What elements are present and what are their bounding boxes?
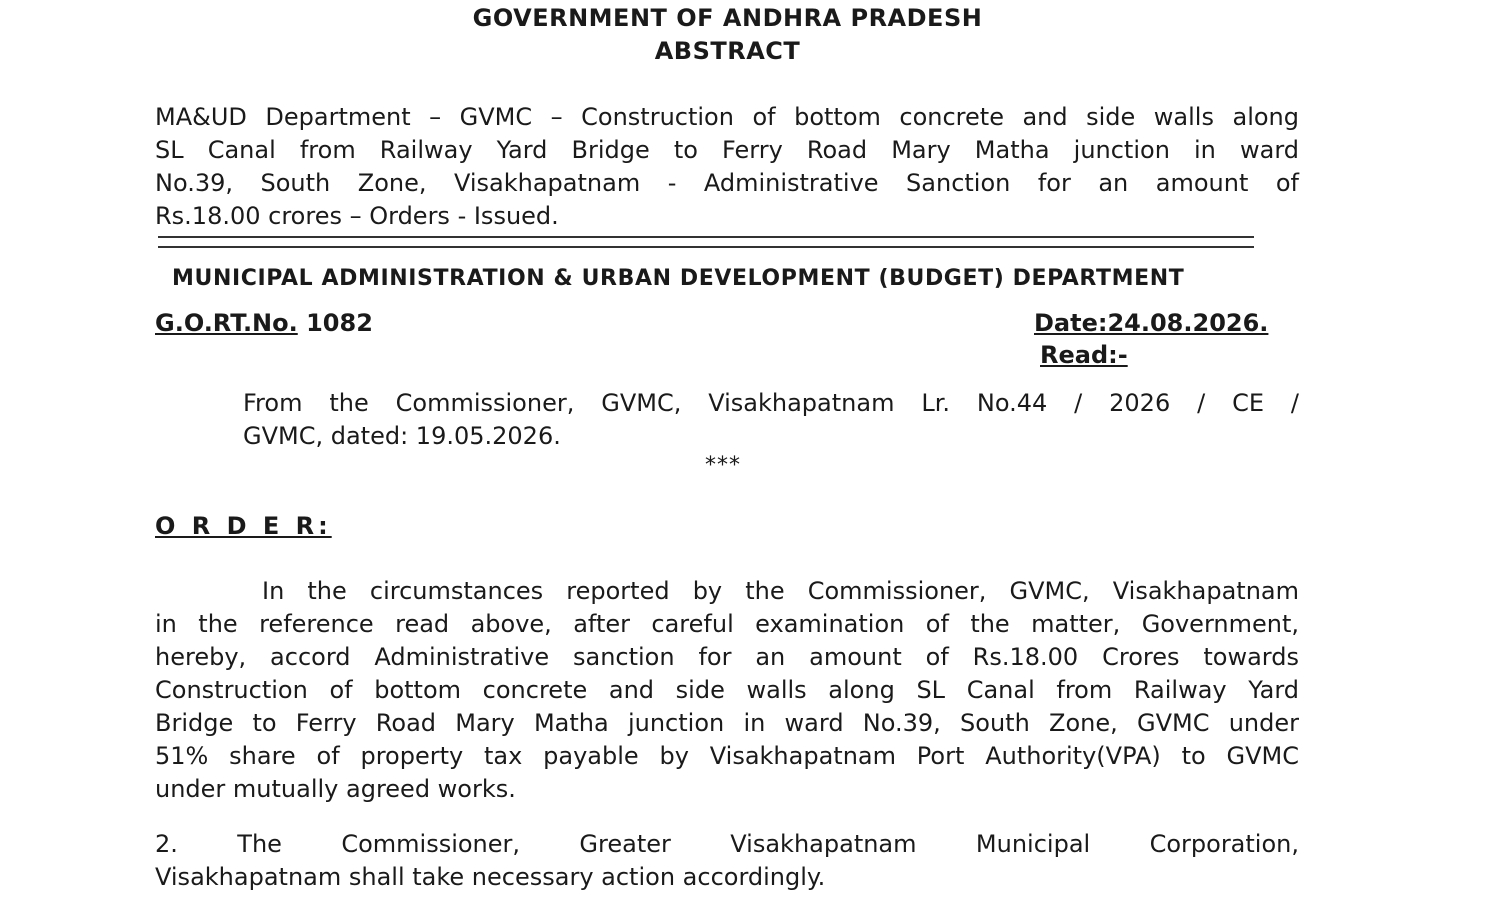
- order-paragraph-2: [155, 828, 1299, 894]
- government-heading: GOVERNMENT OF ANDHRA PRADESH: [472, 4, 983, 32]
- section-stars: ***: [705, 453, 741, 478]
- order-line: Bridge to Ferry Road Mary Matha junction in ward No.39, South Zone, GVMC under: [155, 709, 1299, 737]
- reference-line: From the Commissioner, GVMC, Visakhapatnam Lr. No.44 / 2026 / CE /: [243, 389, 1299, 417]
- order-line: In the circumstances reported by the Commissioner, GVMC, Visakhapatnam: [262, 577, 1299, 605]
- subject-line: SL Canal from Railway Yard Bridge to Ferry Road Mary Matha junction in ward: [155, 136, 1299, 164]
- double-rule-separator: [158, 236, 1254, 248]
- abstract-heading: ABSTRACT: [654, 37, 801, 65]
- go-number-value: 1082: [306, 309, 373, 337]
- order-line: hereby, accord Administrative sanction for an amount of Rs.18.00 Crores towards: [155, 643, 1299, 671]
- order-date: Date:24.08.2026.: [1034, 309, 1269, 337]
- go-number: [155, 309, 373, 337]
- order-line: Construction of bottom concrete and side walls along SL Canal from Railway Yard: [155, 676, 1299, 704]
- reference-line: GVMC, dated: 19.05.2026.: [243, 422, 561, 450]
- read-label: Read:-: [1040, 341, 1128, 369]
- order-line: under mutually agreed works.: [155, 775, 516, 803]
- subject-paragraph: [155, 101, 1299, 233]
- subject-line: No.39, South Zone, Visakhapatnam - Administrative Sanction for an amount of: [155, 169, 1299, 197]
- go-number-label: G.O.RT.No.: [155, 309, 298, 337]
- order-heading: O R D E R:: [155, 512, 332, 540]
- subject-line: MA&UD Department – GVMC – Construction of bottom concrete and side walls along: [155, 103, 1299, 131]
- subject-line: Rs.18.00 crores – Orders - Issued.: [155, 202, 559, 230]
- order-paragraph-1: [155, 575, 1299, 806]
- order-line: 51% share of property tax payable by Visakhapatnam Port Authority(VPA) to GVMC: [155, 742, 1299, 770]
- order-line: 2. The Commissioner, Greater Visakhapatnam Municipal Corporation,: [155, 830, 1299, 858]
- department-heading: MUNICIPAL ADMINISTRATION & URBAN DEVELOPMENT (BUDGET) DEPARTMENT: [172, 266, 1185, 291]
- order-line: Visakhapatnam shall take necessary action accordingly.: [155, 863, 826, 891]
- order-line: in the reference read above, after careful examination of the matter, Government,: [155, 610, 1299, 638]
- reference-paragraph: [243, 387, 1299, 453]
